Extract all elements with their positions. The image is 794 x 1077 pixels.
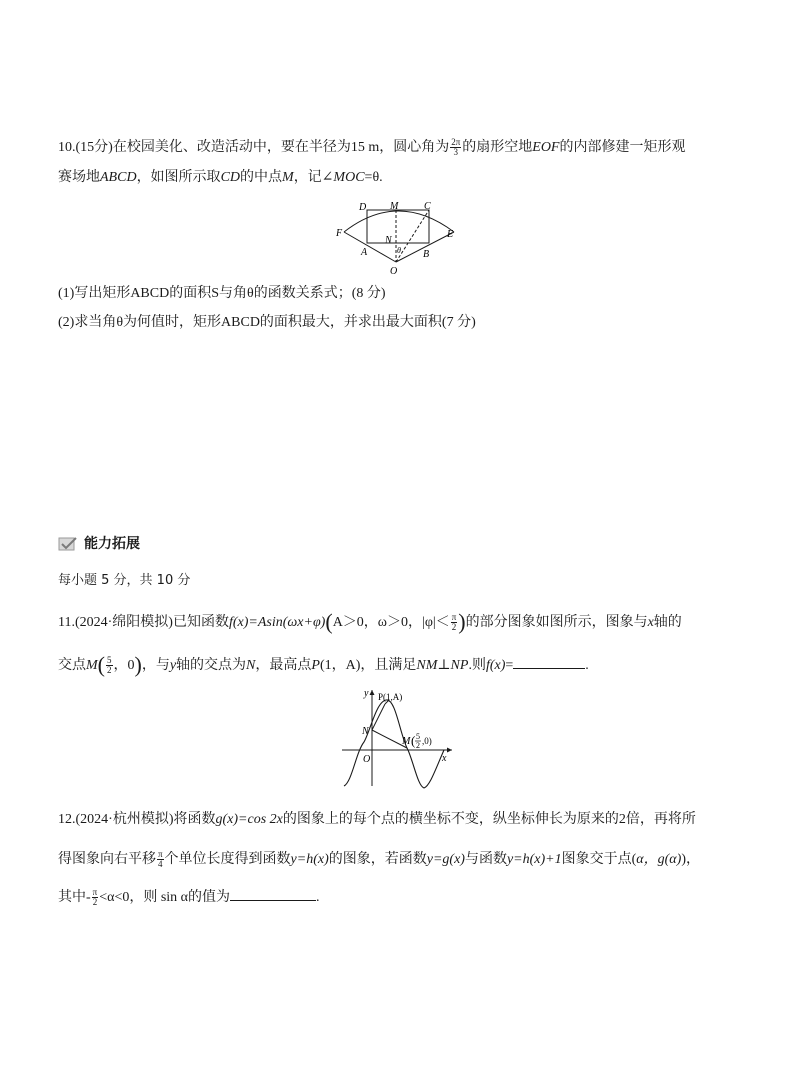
label-D: D <box>359 202 367 213</box>
label-M-num: 5 <box>416 732 420 741</box>
label-P: P(1,A) <box>378 692 403 702</box>
q10-line1: 10.(15分)在校园美化、改造活动中，要在半径为15 m，圆心角为 $\frac{2\pi}{3}$ 的扇形空地EOF的内部修建一矩形观 <box>58 137 686 158</box>
q11-line2: 交点M( $\frac{5}{2}$ ，0)，与y轴的交点为N，最高点P(1，A)，且满足NM⊥NP.则f(x)= . <box>58 652 589 677</box>
section-header <box>58 534 140 554</box>
label-M-den: 2 <box>416 741 420 750</box>
answer-blank-q12[interactable] <box>230 886 316 901</box>
label-y: y <box>364 688 369 699</box>
q11-line1: 11.(2024·绵阳模拟)已知函数f(x)=Asin(ωx+φ)(A＞0，ω＞0，|φ|＜ $\frac{\pi}{2}$ )的部分图象如图所示，图象与x轴的 <box>58 609 682 634</box>
pi-quarter-fraction: $\frac{\pi}{4}$ <box>158 849 163 870</box>
q12-line1: 12.(2024·杭州模拟)将函数g(x)=cos 2x的图象上的每个点的横坐标不变，纵坐标伸长为原来的2倍，再将所 <box>58 812 696 827</box>
label-N: N <box>385 235 392 246</box>
label-O: O <box>363 754 371 765</box>
label-N: N <box>362 726 369 737</box>
sector-arc <box>344 211 454 232</box>
angle-fraction: $\frac{2\pi}{3}$ <box>451 137 461 158</box>
label-C: C <box>424 201 431 212</box>
label-E: E <box>447 229 454 240</box>
pi-half-fraction: $\frac{\pi}{2}$ <box>451 612 457 633</box>
label-M: M <box>390 201 399 212</box>
q11-graph-figure <box>338 686 458 790</box>
neg-pi-half-fraction: $\frac{\pi}{2}$ <box>92 887 98 908</box>
q12-line2: 得图象向右平移 $\frac{\pi}{4}$ 个单位长度得到函数y=h(x)的图象，若函数y=g(x)与函数y=h(x)+1图象交于点(α，g(α))， <box>58 849 700 870</box>
x-axis-arrow <box>447 748 452 753</box>
label-M-tail: ,0) <box>422 736 432 746</box>
label-O: O <box>390 266 398 277</box>
label-B: B <box>423 249 430 260</box>
q12-line3: 其中- $\frac{\pi}{2}$ <α<0，则 sin α的值为 . <box>58 887 320 908</box>
label-A: A <box>361 247 368 258</box>
label-M: M <box>402 736 411 747</box>
q10-part2: (2)求当角θ为何值时，矩形ABCD的面积最大，并求出最大面积(7 分) <box>58 315 476 330</box>
q10-sector-figure <box>336 198 464 278</box>
five-halves-fraction: $\frac{5}{2}$ <box>107 655 112 676</box>
section-subtitle: 每小题 5 分，共 10 分 <box>58 573 191 588</box>
label-F: F <box>336 228 343 239</box>
y-axis-arrow <box>370 690 375 695</box>
label-x: x <box>442 753 447 764</box>
label-M-paren: ( <box>411 733 416 748</box>
label-theta: θ <box>397 246 401 255</box>
answer-blank-q11[interactable] <box>513 654 585 669</box>
q10-line2: 赛场地ABCD，如图所示取CD的中点M，记∠MOC=θ. <box>58 170 383 185</box>
section-title: 能力拓展 <box>84 536 140 552</box>
q10-part1: (1)写出矩形ABCD的面积S与角θ的函数关系式；(8 分) <box>58 286 386 301</box>
checkmark-icon <box>58 537 78 551</box>
